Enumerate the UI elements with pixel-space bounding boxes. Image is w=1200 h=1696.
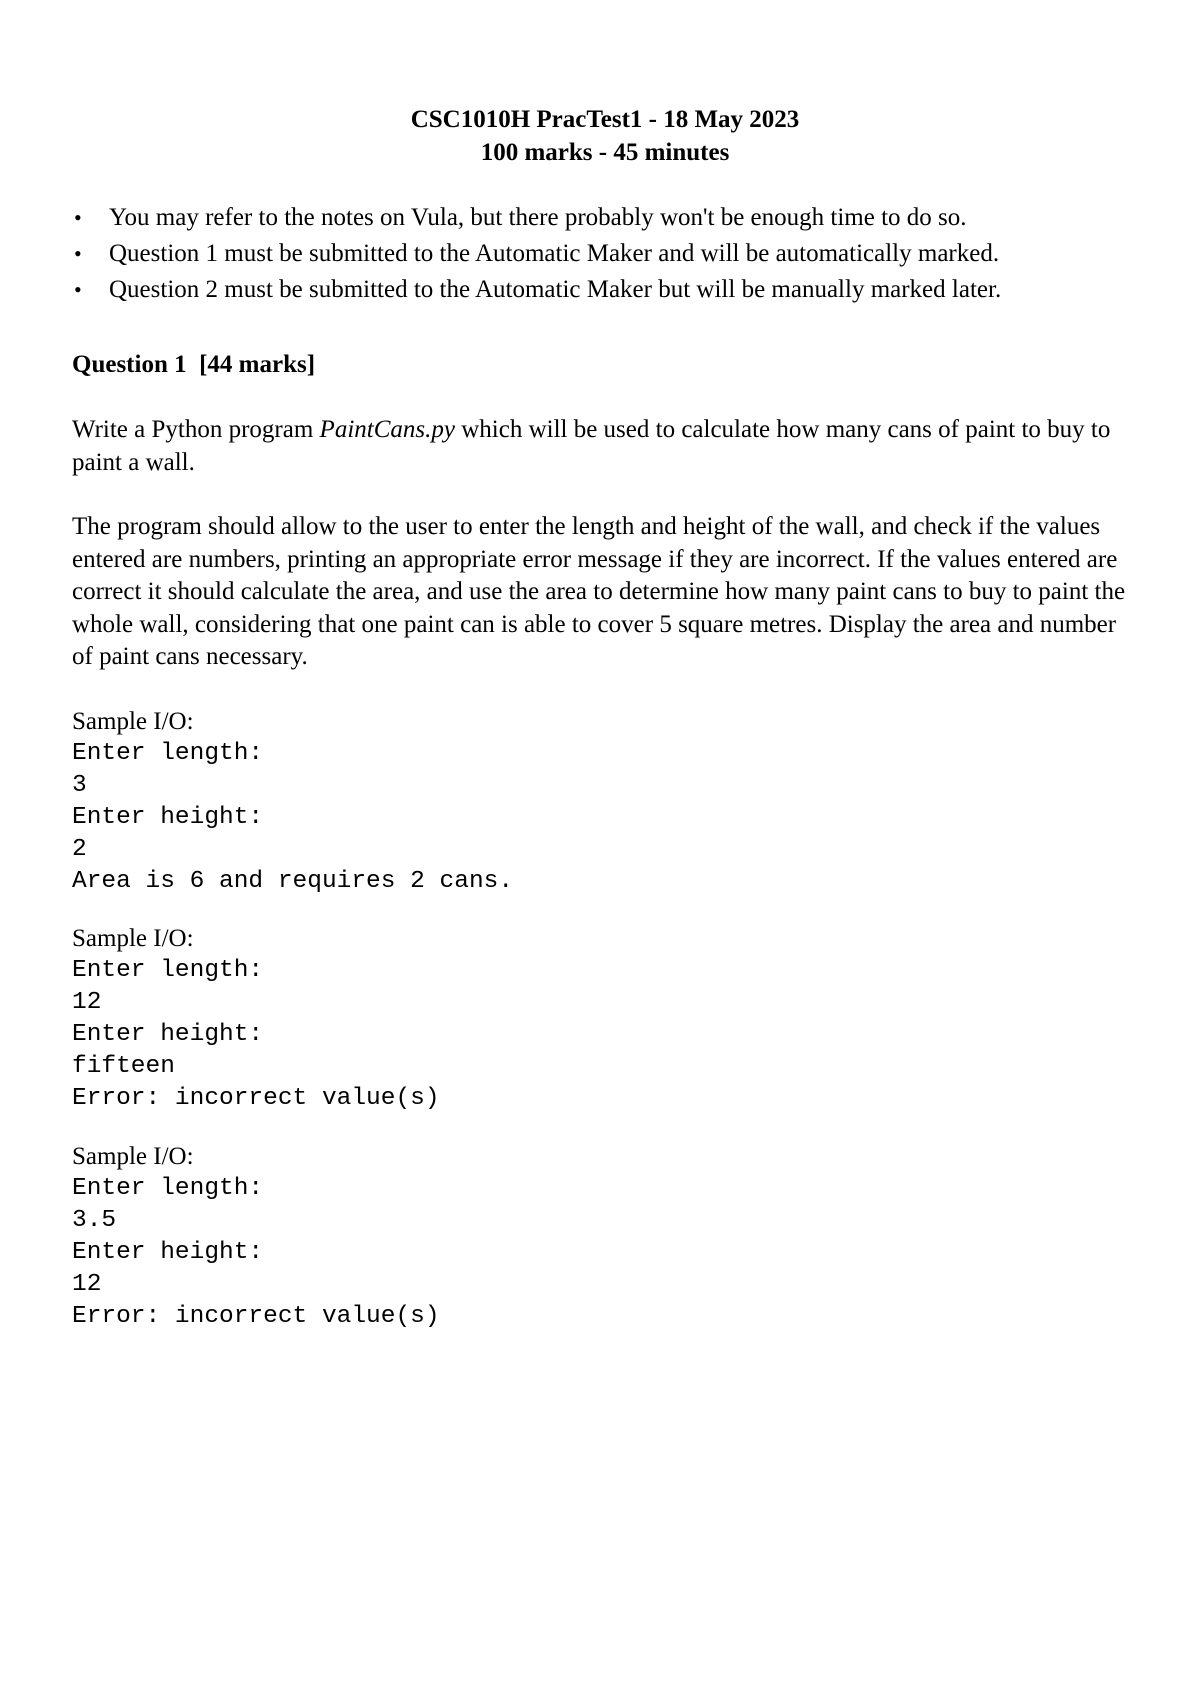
io-line: 12 [72,1271,102,1298]
sample-io-label: Sample I/O: [72,1143,194,1170]
instruction-item: • You may refer to the notes on Vula, but there probably won't be enough time to do so. [72,203,1172,233]
io-line: Enter length: [72,957,264,984]
io-line: Enter height: [72,1239,264,1266]
question-1-intro [72,414,1132,479]
instruction-item: • Question 2 must be submitted to the Automatic Maker but will be manually marked later. [72,275,1172,305]
io-line: Enter height: [72,1021,264,1048]
intro-text-after: which will be used to calculate how many cans of paint to buy to paint a wall. [72,416,1111,476]
program-filename: PaintCans.py [319,416,455,443]
document-subtitle: 100 marks - 45 minutes [480,139,730,166]
instruction-item: • Question 1 must be submitted to the Automatic Maker and will be automatically marked. [72,239,1172,269]
io-line: Area is 6 and requires 2 cans. [72,868,514,895]
sample-io-block [72,1141,872,1333]
io-line: 2 [72,836,87,863]
io-line: 12 [72,989,102,1016]
io-line: 3.5 [72,1207,117,1234]
instructions-list [72,203,1172,305]
sample-io-block [72,923,872,1115]
sample-io-block [72,706,872,898]
io-line: Error: incorrect value(s) [72,1303,440,1330]
io-line: Error: incorrect value(s) [72,1085,440,1112]
io-line: Enter height: [72,804,264,831]
io-line: Enter length: [72,740,264,767]
sample-io-label: Sample I/O: [72,925,194,952]
io-line: Enter length: [72,1175,264,1202]
document-title: CSC1010H PracTest1 - 18 May 2023 [410,106,800,133]
intro-text-before: Write a Python program [72,416,320,443]
question-1-heading: Question 1 [44 marks] [72,351,316,378]
document-header [0,103,1200,169]
io-line: fifteen [72,1053,175,1080]
question-1-description: The program should allow to the user to enter the length and height of the wall, and check if the values entered are numbers, printing an appropriate error message if they are incorrect. If the values entered are correct it should calculate the area, and use the area to determine how many paint cans to buy to paint the whole wall, considering that one paint can is able to cover 5 square metres. Display the area and number of paint cans necessary. [72,513,1126,670]
sample-io-label: Sample I/O: [72,708,194,735]
io-line: 3 [72,772,87,799]
